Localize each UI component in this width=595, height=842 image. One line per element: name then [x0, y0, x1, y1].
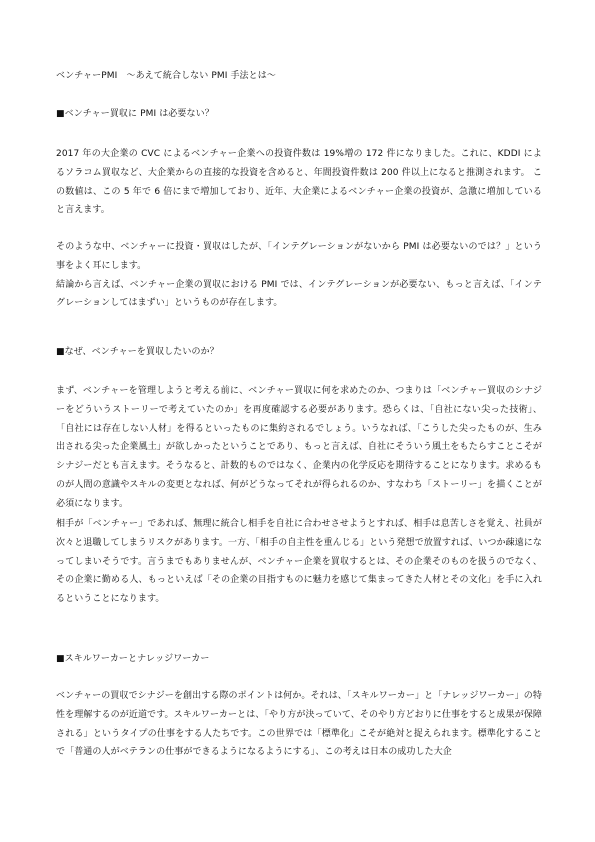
section-1-paragraph-1: 2017 年の大企業の CVC によるベンチャー企業への投資件数は 19%増の 172 件になりました。これに、KDDI によるソラコム買収など、大企業からの直接的な投資を含めると、年間投資件数は 200 件以上になると推測されます。 この数値は、この 5 年で 6 倍にまで増加しており、近年、大企業によるベンチャー企業の投資が、急激に増加していると言えます。 — [56, 149, 542, 216]
section-heading-3: ■スキルワーカーとナレッジワーカー — [56, 654, 210, 664]
section-1-paragraph-2: そのような中、ベンチャーに投資・買収はしたが、「インテグレーションがないから PMI は必要ないのでは？」という事をよく耳にします。 結論から言えば、ベンチャー企業の買収における PMI では、インテグレーションが必要ない、もっと言えば、「インテグレーションしてはまずい」というものが存在します。 — [56, 242, 542, 309]
section-2-paragraph-2: 相手が「ベンチャー」であれば、無理に統合し相手を自社に合わせさせようとすれば、相手は息苦しさを覚え、社員が次々と退職してしまうリスクがあります。一方、「相手の自主性を重んじる」という発想で放置すれば、いつか疎遠になってしまいそうです。言うまでもありませんが、ベンチャー企業を買収するとは、その企業そのものを扱うのでなく、その企業に勤める人、もっといえば「その企業の目指すものに魅力を感じて集まってきた人材とその文化」を手に入れるということになります。 — [56, 519, 543, 605]
document-title: ベンチャーPMI ～あえて統合しない PMI 手法とは～ — [56, 71, 276, 81]
section-2-paragraph-1: まず、ベンチャーを管理しようと考える前に、ベンチャー買収に何を求めたのか、つまりは「ベンチャー買収のシナジーをどういうストーリーで考えていたのか」を再度確認する必要があります。恐らくは、「自社にない尖った技術」、「自社には存在しない人材」を得るといったものに集約されるでしょう。いうなれば、「こうした尖ったものが、生み出される尖った企業風土」が欲しかったということであり、もっと言えば、自社にそういう風土をもたらすことこそがシナジーだとも言えます。そうなると、計数的ものではなく、企業内の化学反応を期待することになります。求めるものが人間の意識やスキルの変更となれば、何がどうなってそれが得られるのか、すなわち「ストーリー」を描くことが必須になります。 — [56, 386, 542, 509]
section-3-paragraph-1: ベンチャーの買収でシナジーを創出する際のポイントは何か。それは、「スキルワーカー」と「ナレッジワーカー」の特性を理解するのが近道です。スキルワーカーとは、「やり方が決っていて、そのやり方どおりに仕事をすると成果が保障される」というタイプの仕事をする人たちです。この世界では「標準化」こそが絶対と捉えられます。標準化することで「普通の人がベテランの仕事ができるようになるようにする」、この考えは日本の成功した大企 — [56, 691, 542, 758]
section-heading-1: ■ベンチャー買収に PMI は必要ない？ — [56, 109, 214, 119]
section-heading-2: ■なぜ、ベンチャーを買収したいのか？ — [56, 347, 219, 357]
